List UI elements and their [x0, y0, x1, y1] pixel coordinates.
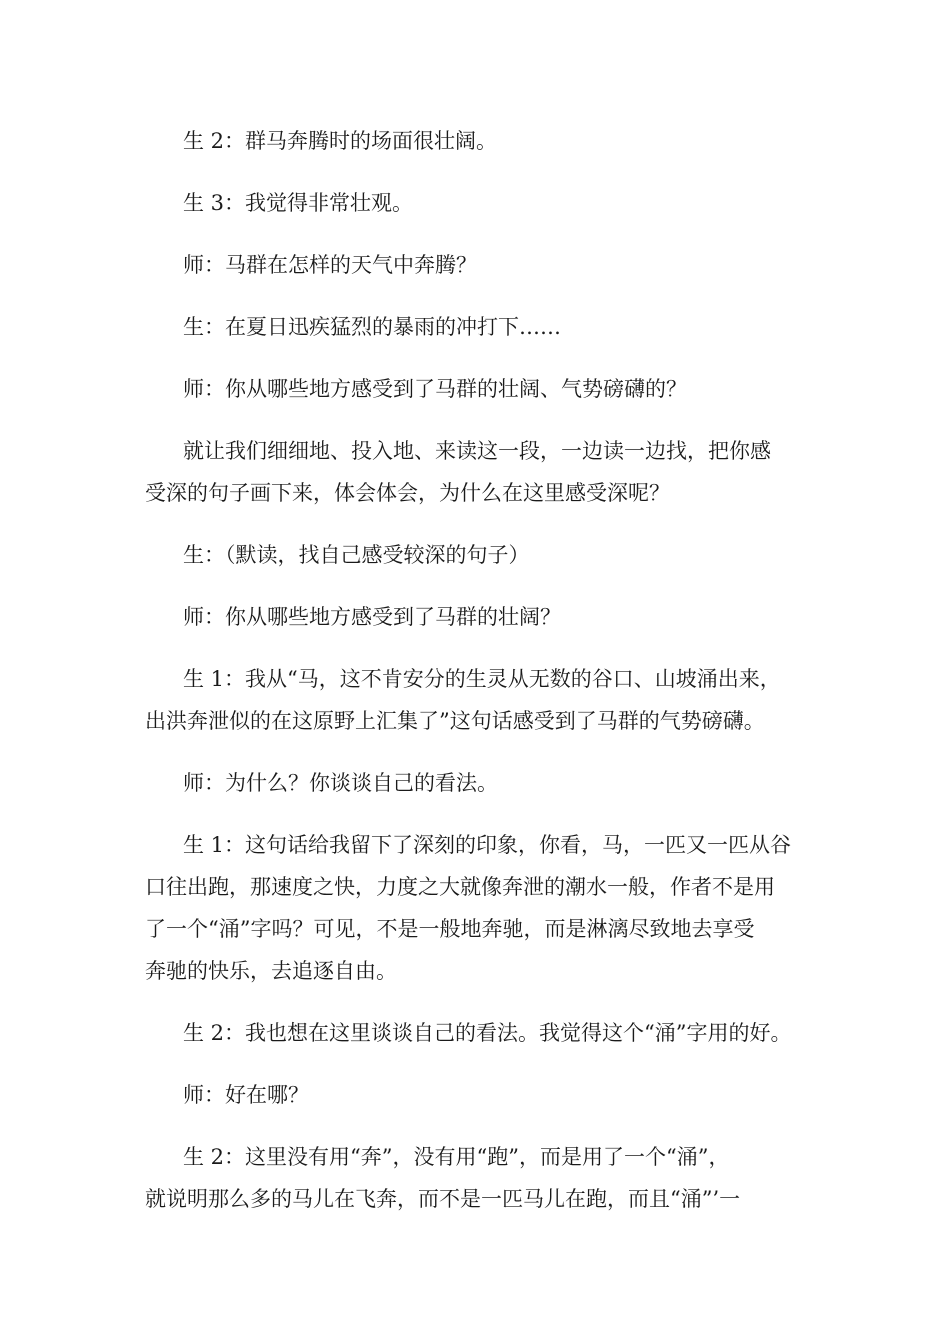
paragraph: [145, 658, 825, 742]
text-line: 生 2：群马奔腾时的场面很壮阔。: [183, 129, 498, 153]
paragraph: [145, 1074, 825, 1116]
text-line: 师：好在哪？: [183, 1083, 309, 1107]
text-line: 生 1：我从“马，这不肯安分的生灵从无数的谷口、山坡涌出来，: [183, 667, 781, 691]
text-line: 口往出跑，那速度之快，力度之大就像奔泄的潮水一般，作者不是用: [145, 875, 775, 899]
document-body: [145, 120, 825, 1240]
text-line: 生 1：这句话给我留下了深刻的印象，你看，马，一匹又一匹从谷: [183, 833, 792, 857]
text-line: 生：在夏日迅疾猛烈的暴雨的冲打下……: [183, 315, 561, 339]
text-line: 受深的句子画下来，体会体会，为什么在这里感受深呢？: [145, 481, 670, 505]
paragraph: [145, 596, 825, 638]
text-line: 生 2：我也想在这里谈谈自己的看法。我觉得这个“涌”字用的好。: [183, 1021, 792, 1045]
paragraph: [145, 368, 825, 410]
text-line: 就说明那么多的马儿在飞奔，而不是一匹马儿在跑，而且“涌”’一: [145, 1187, 741, 1211]
text-line: 出洪奔泄似的在这原野上汇集了”这句话感受到了马群的气势磅礴。: [145, 709, 765, 733]
paragraph: [145, 534, 825, 576]
paragraph: [145, 182, 825, 224]
paragraph: [145, 1136, 825, 1220]
text-line: 就让我们细细地、投入地、来读这一段，一边读一边找，把你感: [183, 439, 771, 463]
text-line: 生：（默读，找自己感受较深的句子）: [183, 543, 530, 567]
text-line: 奔驰的快乐，去追逐自由。: [145, 959, 397, 983]
paragraph: [145, 824, 825, 992]
paragraph: [145, 244, 825, 286]
text-line: 了一个“涌”字吗？可见，不是一般地奔驰，而是淋漓尽致地去享受: [145, 917, 755, 941]
paragraph: [145, 430, 825, 514]
paragraph: [145, 1012, 825, 1054]
paragraph: [145, 120, 825, 162]
paragraph: [145, 306, 825, 348]
text-line: 师：为什么？你谈谈自己的看法。: [183, 771, 498, 795]
text-line: 生 3：我觉得非常壮观。: [183, 191, 414, 215]
text-line: 师：你从哪些地方感受到了马群的壮阔？: [183, 605, 561, 629]
text-line: 师：马群在怎样的天气中奔腾？: [183, 253, 477, 277]
text-line: 生 2：这里没有用“奔”，没有用“跑”，而是用了一个“涌”，: [183, 1145, 730, 1169]
paragraph: [145, 762, 825, 804]
text-line: 师：你从哪些地方感受到了马群的壮阔、气势磅礴的？: [183, 377, 687, 401]
